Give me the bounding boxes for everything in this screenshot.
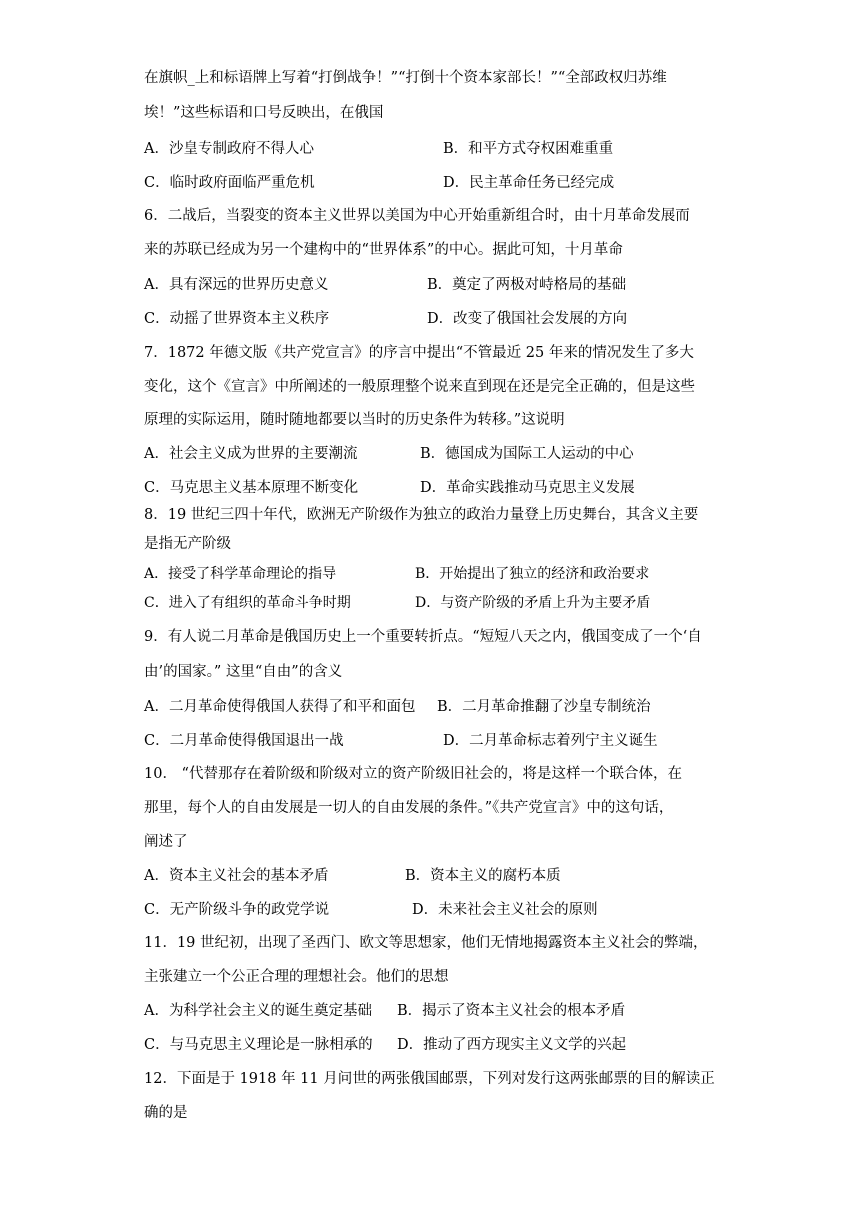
q5-option-d: D．民主革命任务已经完成 xyxy=(443,175,615,191)
q9-stem-line-2: 由’的国家。” 这里“自由”的含义 xyxy=(144,664,343,680)
q10-stem-line-1: 10． “代替那存在着阶级和阶级对立的资产阶级旧社会的，将是这样一个联合体，在 xyxy=(144,766,682,782)
q6-option-a: A．具有深远的世界历史意义 xyxy=(144,277,329,293)
q5-stem-line-1: 在旗帜_上和标语牌上写着“打倒战争！”“打倒十个资本家部长！”“全部政权归苏维 xyxy=(144,70,667,86)
q9-option-a: A．二月革命使得俄国人获得了和平和面包 xyxy=(144,699,416,715)
q8-option-a: A．接受了科学革命理论的指导 xyxy=(144,566,337,582)
q8-stem-line-2: 是指无产阶级 xyxy=(144,536,231,552)
q6-option-b: B．奠定了两极对峙格局的基础 xyxy=(427,277,627,293)
q10-option-d: D．未来社会主义社会的原则 xyxy=(412,902,598,918)
q11-stem-line-2: 主张建立一个公正合理的理想社会。他们的思想 xyxy=(144,969,449,985)
q10-option-c: C．无产阶级斗争的政党学说 xyxy=(144,902,330,918)
q11-stem-line-1: 11．19 世纪初，出现了圣西门、欧文等思想家，他们无情地揭露资本主义社会的弊端， xyxy=(144,935,708,951)
q5-option-a: A．沙皇专制政府不得人心 xyxy=(144,141,314,157)
q5-stem-line-2: 埃！”这些标语和口号反映出，在俄国 xyxy=(144,105,384,121)
q8-stem-line-1: 8．19 世纪三四十年代，欧洲无产阶级作为独立的政治力量登上历史舞台，其含义主要 xyxy=(144,507,699,523)
q6-stem-line-1: 6．二战后，当裂变的资本主义世界以美国为中心开始重新组合时，由十月革命发展而 xyxy=(144,208,690,224)
q8-option-c: C．进入了有组织的革命斗争时期 xyxy=(144,595,351,611)
q10-option-a: A．资本主义社会的基本矛盾 xyxy=(144,868,329,884)
q7-stem-line-2: 变化，这个《宣言》中所阐述的一般原理整个说来直到现在还是完全正确的，但是这些 xyxy=(144,379,695,395)
q12-stem-line-1: 12．下面是于 1918 年 11 月问世的两张俄国邮票，下列对发行这两张邮票的目的解读正 xyxy=(144,1071,715,1087)
q9-option-d: D．二月革命标志着列宁主义诞生 xyxy=(443,733,658,749)
q11-option-d: D．推动了西方现实主义文学的兴起 xyxy=(397,1037,627,1053)
q10-option-b: B．资本主义的腐朽本质 xyxy=(405,868,561,884)
q9-option-b: B．二月革命推翻了沙皇专制统治 xyxy=(437,699,651,715)
q11-option-b: B．揭示了资本主义社会的根本矛盾 xyxy=(397,1003,626,1019)
q7-option-c: C．马克思主义基本原理不断变化 xyxy=(144,480,359,496)
q9-option-c: C．二月革命使得俄国退出一战 xyxy=(144,733,344,749)
q10-stem-line-3: 阐述了 xyxy=(144,834,188,850)
q10-stem-line-2: 那里，每个人的自由发展是一切人的自由发展的条件。”《共产党宣言》中的这句话， xyxy=(144,800,674,816)
q8-option-d: D．与资产阶级的矛盾上升为主要矛盾 xyxy=(415,595,651,611)
q6-option-c: C．动摇了世界资本主义秩序 xyxy=(144,311,330,327)
q5-option-b: B．和平方式夺权困难重重 xyxy=(443,141,614,157)
q11-option-c: C．与马克思主义理论是一脉相承的 xyxy=(144,1037,373,1053)
q9-stem-line-1: 9．有人说二月革命是俄国历史上一个重要转折点。“短短八天之内，俄国变成了一个‘自 xyxy=(144,629,702,645)
q12-stem-line-2: 确的是 xyxy=(144,1105,188,1121)
q11-option-a: A．为科学社会主义的诞生奠定基础 xyxy=(144,1003,372,1019)
q7-stem-line-1: 7．1872 年德文版《共产党宣言》的序言中提出“不管最近 25 年来的情况发生了多大 xyxy=(144,345,694,361)
q6-stem-line-2: 来的苏联已经成为另一个建构中的“世界体系”的中心。据此可知，十月革命 xyxy=(144,242,623,258)
q7-stem-line-3: 原理的实际运用，随时随地都要以当时的历史条件为转移。”这说明 xyxy=(144,412,565,428)
q6-option-d: D．改变了俄国社会发展的方向 xyxy=(427,311,628,327)
q8-option-b: B．开始提出了独立的经济和政治要求 xyxy=(415,566,650,582)
q5-option-c: C．临时政府面临严重危机 xyxy=(144,175,315,191)
q7-option-d: D．革命实践推动马克思主义发展 xyxy=(420,480,635,496)
q7-option-a: A．社会主义成为世界的主要潮流 xyxy=(144,446,358,462)
q7-option-b: B．德国成为国际工人运动的中心 xyxy=(420,446,634,462)
